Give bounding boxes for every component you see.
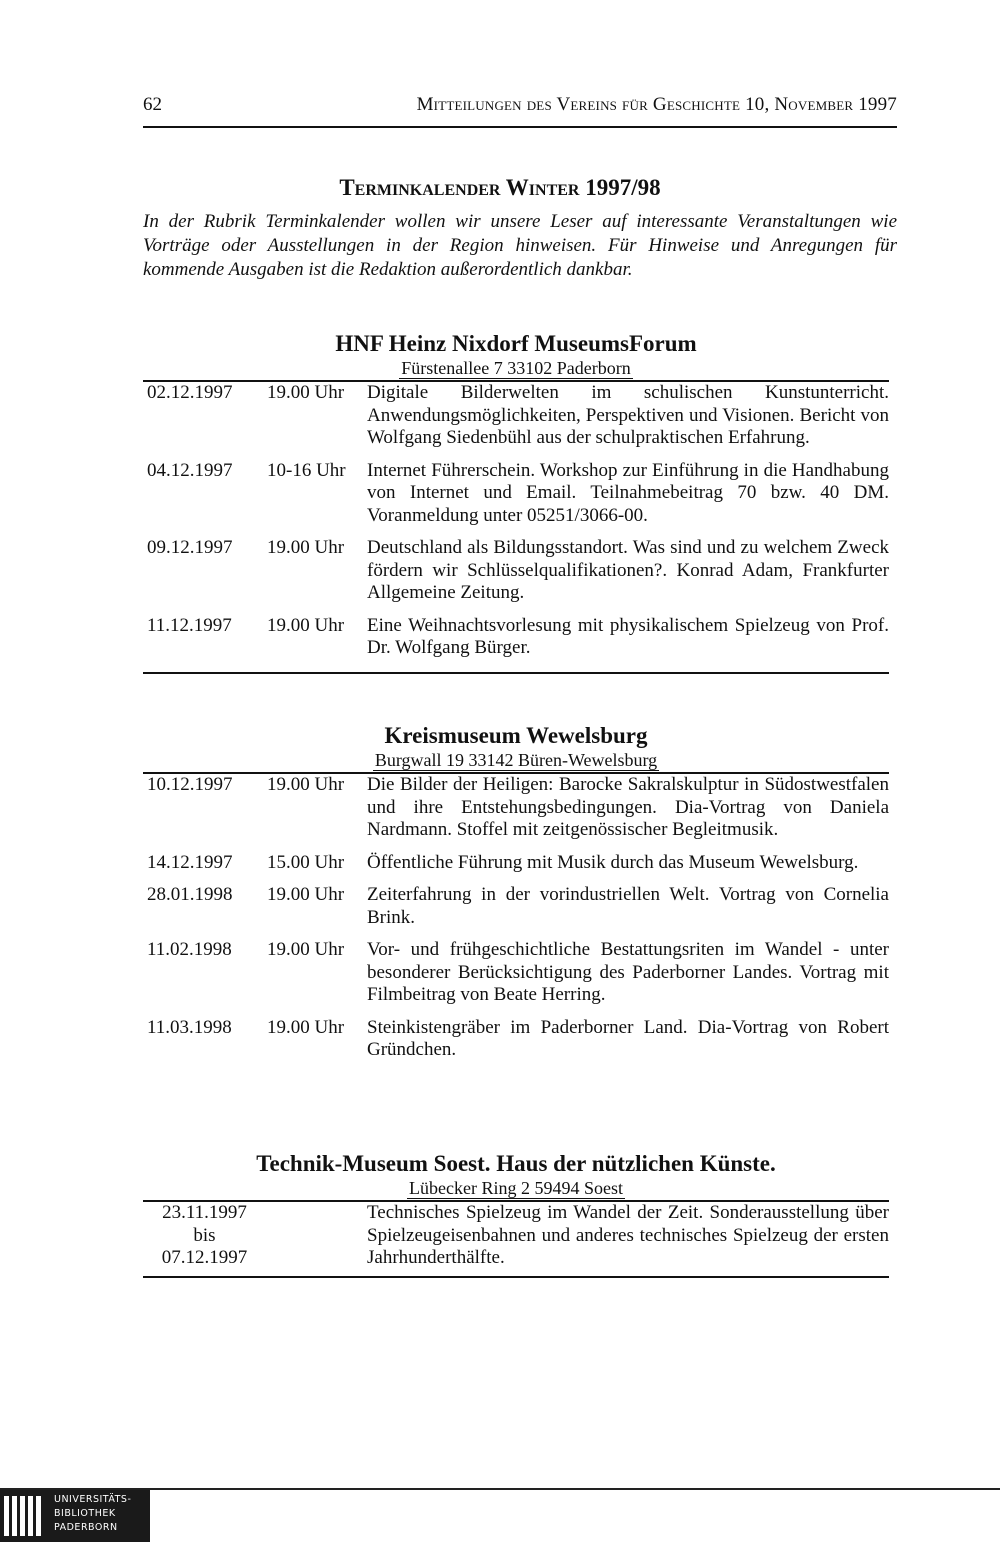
event-description: Steinkistengräber im Paderborner Land. Dia-Vortrag von Robert Gründchen. <box>367 1016 889 1060</box>
event-date: 10.12.1997 <box>147 774 233 795</box>
section-address: Fürstenallee 7 33102 Paderborn <box>401 358 631 378</box>
event-date: 11.12.1997 <box>147 614 232 636</box>
event-time: 19.00 Uhr <box>267 614 345 636</box>
event-date: 14.12.1997 <box>147 851 233 873</box>
event-date: 11.02.1998 <box>147 939 232 960</box>
section-title: HNF Heinz Nixdorf MuseumsForum <box>335 331 697 356</box>
exhibition-date-range <box>147 1202 262 1270</box>
exhibition-date-from: 23.11.1997 <box>162 1202 247 1223</box>
event-description: Digitale Bilderwelten im schulischen Kunstunterricht. Anwendungsmöglichkeiten, Perspektiven und Visionen. Bericht von Wolfgang Siedenbühl aus der schulpraktischen Erfahrung. <box>367 382 889 448</box>
event-row <box>143 460 889 528</box>
event-row <box>143 1017 889 1062</box>
exhibition-bis: bis <box>193 1224 216 1246</box>
event-description: Vor- und frühgeschichtliche Bestattungsriten im Wandel - unter besonderer Berücksichtigung des Paderborner Landes. Vortrag mit Filmbeitrag von Beate Herring. <box>367 939 889 1005</box>
event-description: Internet Führerschein. Workshop zur Einführung in die Handhabung von Internet und Email. Teilnahmebeitrag 70 bzw. 40 DM. Voranmeldung unter 05251/3066-00. <box>367 459 889 526</box>
logo-bars-icon <box>4 1496 48 1536</box>
event-time: 15.00 Uhr <box>267 851 345 873</box>
event-row <box>143 615 889 660</box>
event-date: 04.12.1997 <box>147 459 233 481</box>
exhibition-date-to: 07.12.1997 <box>161 1247 248 1268</box>
section-address: Lübecker Ring 2 59494 Soest <box>409 1178 623 1198</box>
event-time: 19.00 Uhr <box>267 939 345 960</box>
page-number: 62 <box>143 94 162 115</box>
page-header <box>143 92 897 128</box>
event-time: 19.00 Uhr <box>267 382 345 403</box>
section-technik-museum <box>143 1150 889 1278</box>
section-title: Kreismuseum Wewelsburg <box>384 723 648 748</box>
event-row <box>143 537 889 605</box>
event-description: Die Bilder der Heiligen: Barocke Sakralskulptur in Südostwestfalen und ihre Entstehungsbedingungen. Dia-Vortrag von Daniela Nardmann. Stoffel mit zeitgenössischer Begleitmusik. <box>367 774 889 840</box>
section-title: Technik-Museum Soest. Haus der nützlichen Künste. <box>256 1151 776 1176</box>
event-date: 02.12.1997 <box>147 382 233 403</box>
footer-rule <box>0 1488 1000 1490</box>
section-wewelsburg <box>143 722 889 1062</box>
running-head: Mitteilungen des Vereins für Geschichte 10, November 1997 <box>416 94 897 115</box>
event-row <box>143 884 889 929</box>
event-date: 28.01.1998 <box>147 884 233 905</box>
logo-text: UNIVERSITÄTS- BIBLIOTHEK PADERBORN <box>54 1494 132 1533</box>
event-time: 19.00 Uhr <box>267 537 345 558</box>
event-description: Eine Weihnachtsvorlesung mit physikalischem Spielzeug von Prof. Dr. Wolfgang Bürger. <box>367 614 889 658</box>
event-description: Öffentliche Führung mit Musik durch das Museum Wewelsburg. <box>367 851 859 873</box>
event-row <box>143 939 889 1007</box>
event-time: 10-16 Uhr <box>267 459 346 481</box>
event-time: 19.00 Uhr <box>267 1016 345 1038</box>
page-title: Terminkalender Winter 1997/98 <box>339 175 661 200</box>
event-description: Deutschland als Bildungsstandort. Was sind und zu welchem Zweck fördern wir Schlüsselqualifikationen?. Konrad Adam, Frankfurter Allgemeine Zeitung. <box>367 537 889 603</box>
exhibition-row <box>143 1202 889 1270</box>
event-time: 19.00 Uhr <box>267 884 345 905</box>
section-address: Burgwall 19 33142 Büren-Wewelsburg <box>374 750 658 770</box>
library-logo <box>0 1490 150 1542</box>
section-hnf <box>143 330 889 674</box>
event-date: 09.12.1997 <box>147 537 233 558</box>
event-row <box>143 852 889 875</box>
event-time: 19.00 Uhr <box>267 774 345 795</box>
event-date: 11.03.1998 <box>147 1016 232 1038</box>
exhibition-description: Technisches Spielzeug im Wandel der Zeit. Sonderausstellung über Spielzeugeisenbahnen und anderes technisches Spielzeug der ersten Jahrhunderthälfte. <box>367 1202 889 1268</box>
intro-paragraph: In der Rubrik Terminkalender wollen wir unsere Leser auf interessante Veranstaltungen wie Vorträge oder Ausstellungen in der Region hinweisen. Für Hinweise und Anregungen für kommende Ausgaben ist die Redaktion außerordentlich dankbar. <box>143 211 897 280</box>
section-end-rule <box>143 672 889 674</box>
event-row <box>143 774 889 842</box>
section-end-rule <box>143 1276 889 1278</box>
event-row <box>143 382 889 450</box>
event-description: Zeiterfahrung in der vorindustriellen Welt. Vortrag von Cornelia Brink. <box>367 884 889 928</box>
